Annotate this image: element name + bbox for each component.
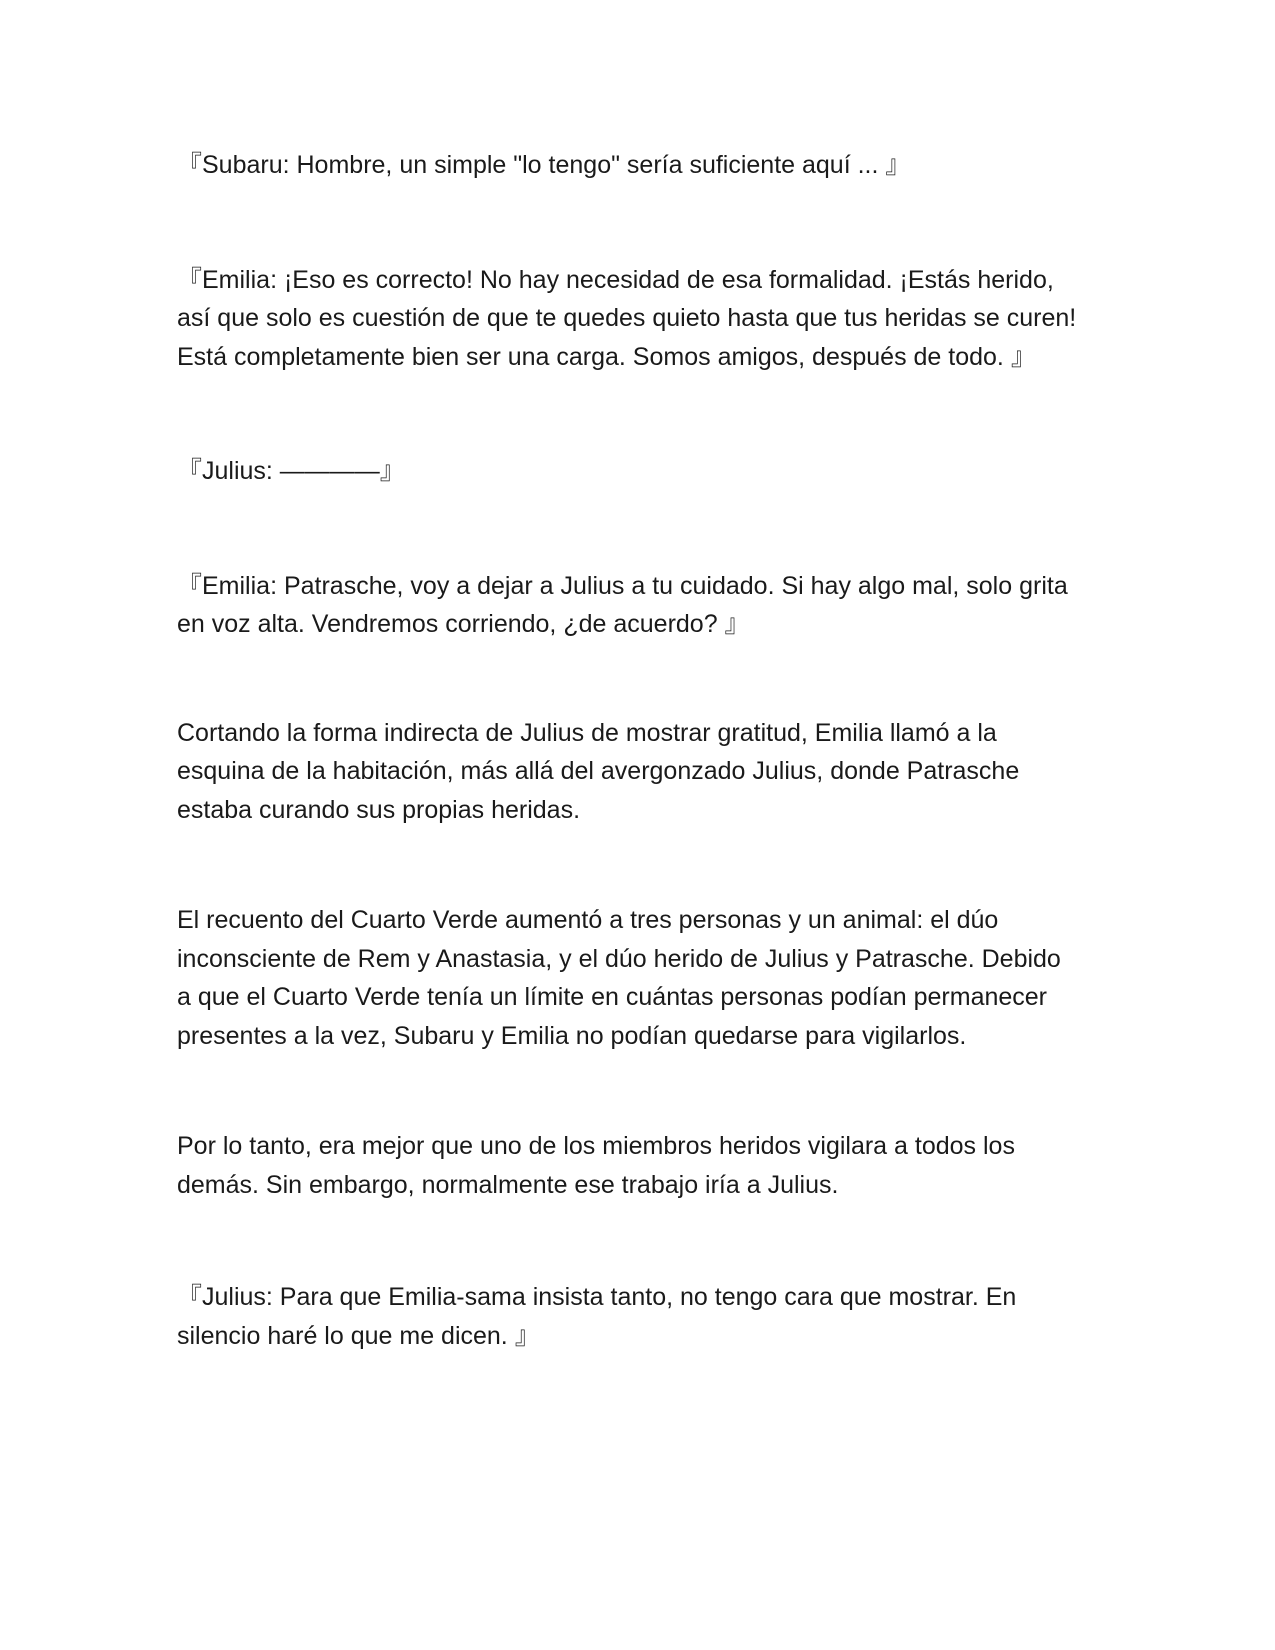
- narration-paragraph-3: Por lo tanto, era mejor que uno de los miembros heridos vigilara a todos los demás. Sin embargo, normalmente ese trabajo iría a Julius.: [177, 1132, 1022, 1199]
- narration-paragraph-2: El recuento del Cuarto Verde aumentó a tres personas y un animal: el dúo inconsciente de Rem y Anastasia, y el dúo herido de Julius y Patrasche. Debido a que el Cuarto Verde tenía un límite en cuántas personas podían permanecer presentes a la vez, Subaru y Emilia no podían quedarse para vigilarlos.: [177, 906, 1068, 1050]
- dialogue-emilia-1: 『Emilia: ¡Eso es correcto! No hay necesidad de esa formalidad. ¡Estás herido, así que solo es cuestión de que te quedes quieto hasta que tus heridas se curen! Está completamente bien ser una carga. Somos amigos, después de todo. 』: [177, 265, 1084, 371]
- dialogue-emilia-2: 『Emilia: Patrasche, voy a dejar a Julius a tu cuidado. Si hay algo mal, solo grita en voz alta. Vendremos corriendo, ¿de acuerdo? 』: [177, 571, 1075, 638]
- dialogue-julius-1: 『Julius: ————』: [177, 457, 405, 485]
- dialogue-julius-2: 『Julius: Para que Emilia-sama insista tanto, no tengo cara que mostrar. En silencio haré lo que me dicen. 』: [177, 1283, 1024, 1350]
- dialogue-subaru-1: 『Subaru: Hombre, un simple "lo tengo" sería suficiente aquí ... 』: [177, 151, 911, 179]
- narration-paragraph-1: Cortando la forma indirecta de Julius de mostrar gratitud, Emilia llamó a la esquina de la habitación, más allá del avergonzado Julius, donde Patrasche estaba curando sus propias heridas.: [177, 718, 1027, 824]
- document-body: [177, 146, 1084, 1355]
